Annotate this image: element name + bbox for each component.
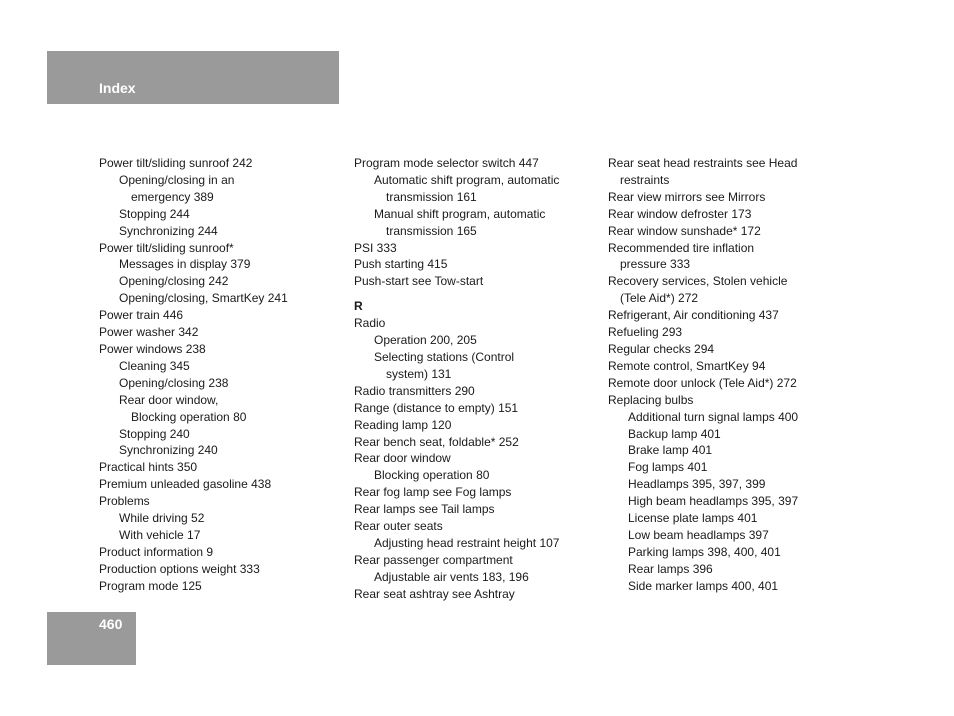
index-entry: Rear seat head restraints see Head bbox=[608, 156, 798, 170]
index-subentry: Parking lamps 398, 400, 401 bbox=[628, 544, 781, 559]
index-subentry: Synchronizing 244 bbox=[119, 223, 218, 238]
index-letter-heading: R bbox=[354, 299, 363, 314]
index-entry: Rear door window bbox=[354, 451, 451, 466]
page-number: 460 bbox=[99, 616, 123, 632]
index-subentry: Cleaning 345 bbox=[119, 358, 190, 373]
index-subentry: system) 131 bbox=[386, 366, 452, 381]
index-subentry: Synchronizing 240 bbox=[119, 443, 218, 458]
index-entry: Rear window defroster 173 bbox=[608, 206, 752, 221]
index-subentry: Side marker lamps 400, 401 bbox=[628, 578, 779, 593]
index-entry: Power train 446 bbox=[99, 308, 184, 323]
index-subentry: Backup lamp 401 bbox=[628, 426, 721, 441]
index-entry: PSI 333 bbox=[354, 240, 397, 255]
index-subentry: Blocking operation 80 bbox=[374, 468, 490, 483]
index-subentry: Operation 200, 205 bbox=[374, 333, 477, 348]
index-entry: Rear window sunshade* 172 bbox=[608, 223, 761, 238]
index-entry: Push starting 415 bbox=[354, 257, 448, 272]
index-subentry: Stopping 244 bbox=[119, 206, 190, 221]
index-entry: Regular checks 294 bbox=[608, 341, 715, 356]
index-subentry: Manual shift program, automatic bbox=[374, 206, 546, 221]
section-title: Index bbox=[99, 80, 136, 96]
page-number-tab bbox=[47, 612, 136, 665]
index-entry: Range (distance to empty) 151 bbox=[354, 400, 519, 415]
index-subentry: Stopping 240 bbox=[119, 426, 190, 441]
index-entry: Replacing bulbs bbox=[608, 392, 694, 407]
index-entry: Rear outer seats bbox=[354, 519, 443, 534]
index-subentry: Brake lamp 401 bbox=[628, 443, 713, 458]
index-entry: Remote control, SmartKey 94 bbox=[608, 358, 766, 373]
index-subentry: License plate lamps 401 bbox=[628, 511, 758, 526]
index-subentry: With vehicle 17 bbox=[119, 527, 201, 542]
index-subentry: Fog lamps 401 bbox=[628, 460, 708, 475]
index-entry: Rear fog lamp see Fog lamps bbox=[354, 485, 512, 500]
index-subentry: Adjustable air vents 183, 196 bbox=[374, 569, 529, 584]
index-subentry: Opening/closing in an bbox=[119, 172, 235, 187]
index-entry: Product information 9 bbox=[99, 544, 214, 559]
index-entry: Premium unleaded gasoline 438 bbox=[99, 477, 272, 492]
index-subentry: High beam headlamps 395, 397 bbox=[628, 494, 799, 509]
index-subentry: restraints bbox=[620, 172, 670, 187]
index-subentry: emergency 389 bbox=[131, 189, 214, 204]
index-entry: Problems bbox=[99, 494, 150, 509]
index-subentry: Rear door window, bbox=[119, 392, 219, 407]
index-column-1 bbox=[99, 155, 344, 595]
index-subentry: Low beam headlamps 397 bbox=[628, 527, 769, 542]
index-entry: Rear passenger compartment bbox=[354, 552, 513, 567]
index-entry: Refueling 293 bbox=[608, 325, 683, 340]
index-entry: Power windows 238 bbox=[99, 341, 206, 356]
index-entry: Radio transmitters 290 bbox=[354, 383, 475, 398]
index-subentry: Messages in display 379 bbox=[119, 257, 251, 272]
index-entry: Remote door unlock (Tele Aid*) 272 bbox=[608, 375, 797, 390]
index-entry: Production options weight 333 bbox=[99, 561, 260, 576]
index-subentry: Opening/closing 242 bbox=[119, 274, 229, 289]
index-entry: Rear seat ashtray see Ashtray bbox=[354, 586, 515, 601]
index-entry: Rear lamps see Tail lamps bbox=[354, 502, 495, 517]
index-entry: Power tilt/sliding sunroof 242 bbox=[99, 156, 253, 170]
index-column-2 bbox=[354, 155, 599, 603]
index-entry: Program mode selector switch 447 bbox=[354, 156, 539, 170]
index-entry: Program mode 125 bbox=[99, 578, 202, 593]
index-subentry: Additional turn signal lamps 400 bbox=[628, 409, 799, 424]
index-subentry: Blocking operation 80 bbox=[131, 409, 247, 424]
index-subentry: While driving 52 bbox=[119, 511, 205, 526]
index-subentry: Adjusting head restraint height 107 bbox=[374, 535, 560, 550]
index-entry: Power washer 342 bbox=[99, 325, 199, 340]
index-subentry: Opening/closing 238 bbox=[119, 375, 229, 390]
index-subentry: transmission 161 bbox=[386, 189, 477, 204]
index-entry: Rear bench seat, foldable* 252 bbox=[354, 434, 519, 449]
index-subentry: Rear lamps 396 bbox=[628, 561, 713, 576]
index-entry: Rear view mirrors see Mirrors bbox=[608, 189, 766, 204]
index-entry: Recovery services, Stolen vehicle bbox=[608, 274, 788, 289]
index-subentry: Automatic shift program, automatic bbox=[374, 172, 560, 187]
index-subentry: Opening/closing, SmartKey 241 bbox=[119, 291, 288, 306]
index-subentry: transmission 165 bbox=[386, 223, 477, 238]
index-entry: Push-start see Tow-start bbox=[354, 274, 484, 289]
header-tab bbox=[47, 51, 339, 104]
index-subentry: (Tele Aid*) 272 bbox=[620, 291, 699, 306]
index-entry: Practical hints 350 bbox=[99, 460, 198, 475]
index-entry: Reading lamp 120 bbox=[354, 417, 452, 432]
index-subentry: Headlamps 395, 397, 399 bbox=[628, 477, 766, 492]
index-entry: Power tilt/sliding sunroof* bbox=[99, 240, 234, 255]
index-entry: Radio bbox=[354, 316, 386, 331]
index-subentry: Selecting stations (Control bbox=[374, 349, 515, 364]
index-entry: Recommended tire inflation bbox=[608, 240, 755, 255]
index-column-3 bbox=[608, 155, 853, 595]
index-entry: Refrigerant, Air conditioning 437 bbox=[608, 308, 779, 323]
index-subentry: pressure 333 bbox=[620, 257, 691, 272]
